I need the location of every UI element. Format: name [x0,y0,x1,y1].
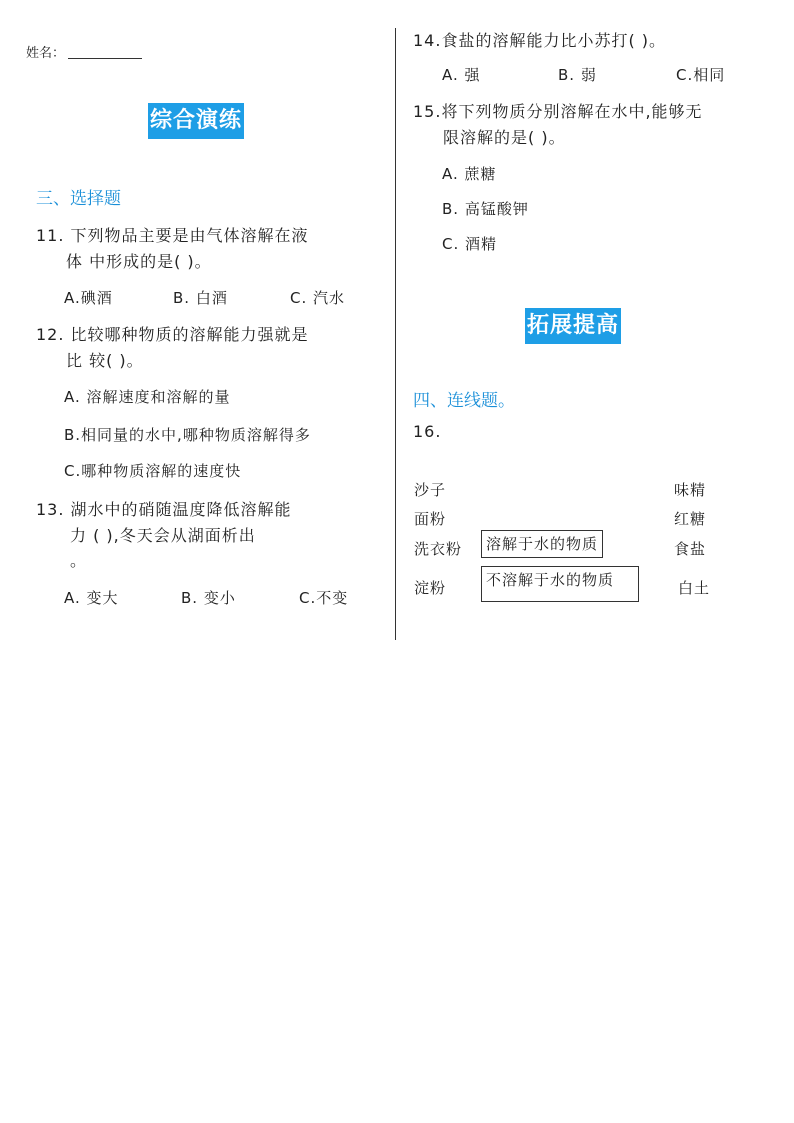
q15-option-c[interactable]: C. 酒精 [442,235,498,253]
q11-option-b[interactable]: B. 白酒 [173,289,228,307]
q14-option-c[interactable]: C.相同 [676,66,726,84]
q13-line3: 。 [70,551,88,570]
column-divider [395,28,396,640]
q11-option-a[interactable]: A.碘酒 [64,289,113,307]
q12-option-b[interactable]: B.相同量的水中,哪种物质溶解得多 [64,426,311,444]
q15-line1: 15.将下列物质分别溶解在水中,能够无 [413,102,703,121]
name-field-line[interactable] [68,58,142,59]
section-choice-title: 三、选择题 [36,189,121,209]
match-left-item[interactable]: 沙子 [414,481,447,499]
section-matching-title: 四、连线题。 [413,391,515,411]
banner-comprehensive: 综合演练 [148,103,244,139]
q11-option-c[interactable]: C. 汽水 [290,289,346,307]
q13-option-b[interactable]: B. 变小 [181,589,236,607]
q14-line1: 14.食盐的溶解能力比小苏打( )。 [413,31,667,50]
q13-option-c[interactable]: C.不变 [299,589,349,607]
q11-line1: 11. 下列物品主要是由气体溶解在液 [36,226,309,245]
match-right-item[interactable]: 红糖 [674,510,707,528]
q16-number: 16. [413,422,442,441]
match-middle-box-insoluble[interactable]: 不溶解于水的物质 [481,566,639,602]
q15-line2: 限溶解的是( )。 [443,128,566,147]
q14-option-b[interactable]: B. 弱 [558,66,597,84]
q12-option-c[interactable]: C.哪种物质溶解的速度快 [64,462,242,480]
banner-extension: 拓展提高 [525,308,621,344]
match-right-item[interactable]: 味精 [674,481,707,499]
q13-option-a[interactable]: A. 变大 [64,589,119,607]
q12-option-a[interactable]: A. 溶解速度和溶解的量 [64,388,231,406]
match-right-item[interactable]: 白土 [678,579,711,597]
q12-line2: 比 较( )。 [66,351,144,370]
q13-line1: 13. 湖水中的硝随温度降低溶解能 [36,500,292,519]
match-right-item[interactable]: 食盐 [674,540,707,558]
q15-option-a[interactable]: A. 蔗糖 [442,165,497,183]
q13-line2: 力 ( ),冬天会从湖面析出 [70,526,256,545]
match-middle-box-soluble[interactable]: 溶解于水的物质 [481,530,603,558]
match-left-item[interactable]: 洗衣粉 [414,540,463,558]
name-label: 姓名： [26,46,66,61]
match-left-item[interactable]: 淀粉 [414,579,447,597]
q15-option-b[interactable]: B. 高锰酸钾 [442,200,529,218]
q14-option-a[interactable]: A. 强 [442,66,481,84]
match-left-item[interactable]: 面粉 [414,510,447,528]
q11-line2: 体 中形成的是( )。 [66,252,212,271]
q12-line1: 12. 比较哪种物质的溶解能力强就是 [36,325,309,344]
